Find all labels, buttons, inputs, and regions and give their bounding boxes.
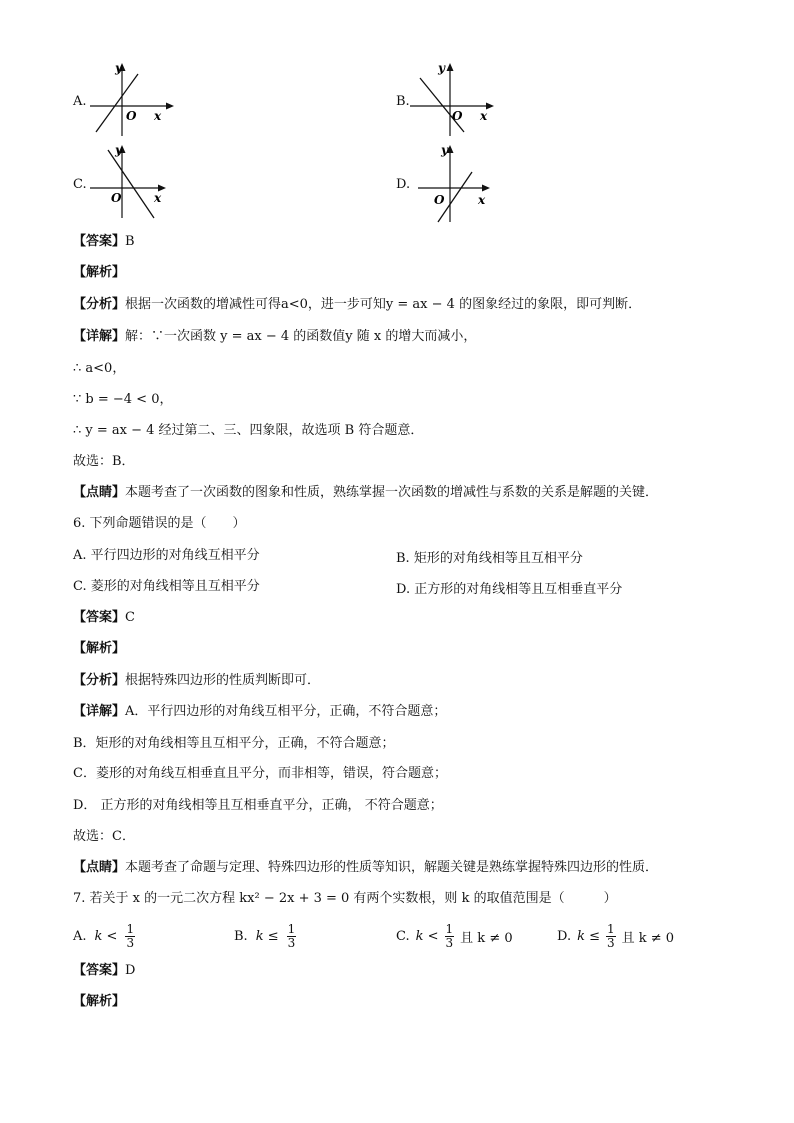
q5-choose: 故选：B．: [73, 454, 135, 469]
svg-text:y: y: [115, 143, 122, 157]
q6-dianjing: 【点睛】本题考查了命题与定理、特殊四边形的性质等知识，解题关键是熟练掌握特殊四边形的性质．: [73, 860, 659, 875]
q5-xiangjie: 【详解】解：∵一次函数 y = ax − 4 的函数值y 随 x 的增大而减小，: [73, 329, 477, 344]
option-c-graph: [88, 142, 178, 220]
q6-choose: 故选：C．: [73, 829, 135, 844]
q6-answer: 【答案】C: [73, 610, 135, 625]
q6-option-c: C. 菱形的对角线相等且互相平分: [73, 579, 260, 594]
q7-option-b: B. k ≤ $\frac{1}{3}$: [234, 921, 296, 950]
q5-fenxi: 【分析】根据一次函数的增减性可得a<0，进一步可知y = ax − 4 的图象经过的象限，即可判断．: [73, 297, 642, 312]
q7-option-c: C. k < $\frac{1}{3}$ 且 k ≠ 0: [396, 921, 513, 950]
svg-text:O: O: [452, 109, 463, 123]
q5-step2: ∵ b = −4 < 0，: [73, 392, 173, 407]
option-a-graph: [88, 60, 178, 138]
q5-dianjing: 【点睛】本题考查了一次函数的图象和性质，熟练掌握一次函数的增减性与系数的关系是解题的关键．: [73, 485, 659, 500]
svg-text:x: x: [478, 193, 486, 207]
y-axis-label: y: [115, 61, 122, 75]
q6-option-b: B. 矩形的对角线相等且互相平分: [396, 551, 583, 566]
q7-stem: 7. 若关于 x 的一元二次方程 kx² − 2x + 3 = 0 有两个实数根，则 k 的取值范围是（ ）: [73, 891, 617, 906]
q6-stem: 6. 下列命题错误的是（ ）: [73, 516, 246, 531]
q6-step-c: C．菱形的对角线互相垂直且平分，而非相等，错误，符合题意；: [73, 766, 447, 781]
svg-text:O: O: [111, 191, 122, 205]
option-b-graph: [408, 60, 498, 138]
option-d-graph: [412, 142, 502, 224]
q6-xiangjie: 【详解】A．平行四边形的对角线互相平分，正确，不符合题意；: [73, 704, 447, 719]
q7-answer: 【答案】D: [73, 963, 136, 978]
q7-analysis-tag: 【解析】: [73, 994, 126, 1009]
svg-text:y: y: [441, 143, 448, 157]
q6-option-a: A. 平行四边形的对角线互相平分: [73, 548, 260, 563]
q6-option-d: D. 正方形的对角线相等且互相垂直平分: [396, 582, 623, 597]
q6-step-d: D． 正方形的对角线相等且互相垂直平分，正确， 不符合题意；: [73, 798, 443, 813]
x-axis-label: x: [154, 109, 162, 123]
q5-step1: ∴ a<0，: [73, 361, 126, 376]
q7-option-d: D. k ≤ $\frac{1}{3}$ 且 k ≠ 0: [557, 921, 675, 950]
svg-text:x: x: [480, 109, 488, 123]
q6-fenxi: 【分析】根据特殊四边形的性质判断即可．: [73, 673, 321, 688]
option-b-label: B.: [396, 94, 410, 109]
option-c-label: C.: [73, 177, 87, 192]
svg-text:O: O: [434, 193, 445, 207]
q6-step-b: B．矩形的对角线相等且互相平分，正确，不符合题意；: [73, 736, 395, 751]
q6-analysis-tag: 【解析】: [73, 641, 126, 656]
option-d-label: D.: [396, 177, 411, 192]
q7-option-a: A. k < $\frac{1}{3}$: [73, 921, 135, 950]
origin-label: O: [126, 109, 137, 123]
q5-answer: 【答案】B: [73, 234, 135, 249]
option-a-label: A.: [73, 94, 87, 109]
svg-text:x: x: [154, 191, 162, 205]
q5-step3: ∴ y = ax − 4 经过第二、三、四象限，故选项 B 符合题意．: [73, 423, 424, 438]
q5-analysis-tag: 【解析】: [73, 265, 126, 280]
svg-text:y: y: [438, 61, 445, 75]
